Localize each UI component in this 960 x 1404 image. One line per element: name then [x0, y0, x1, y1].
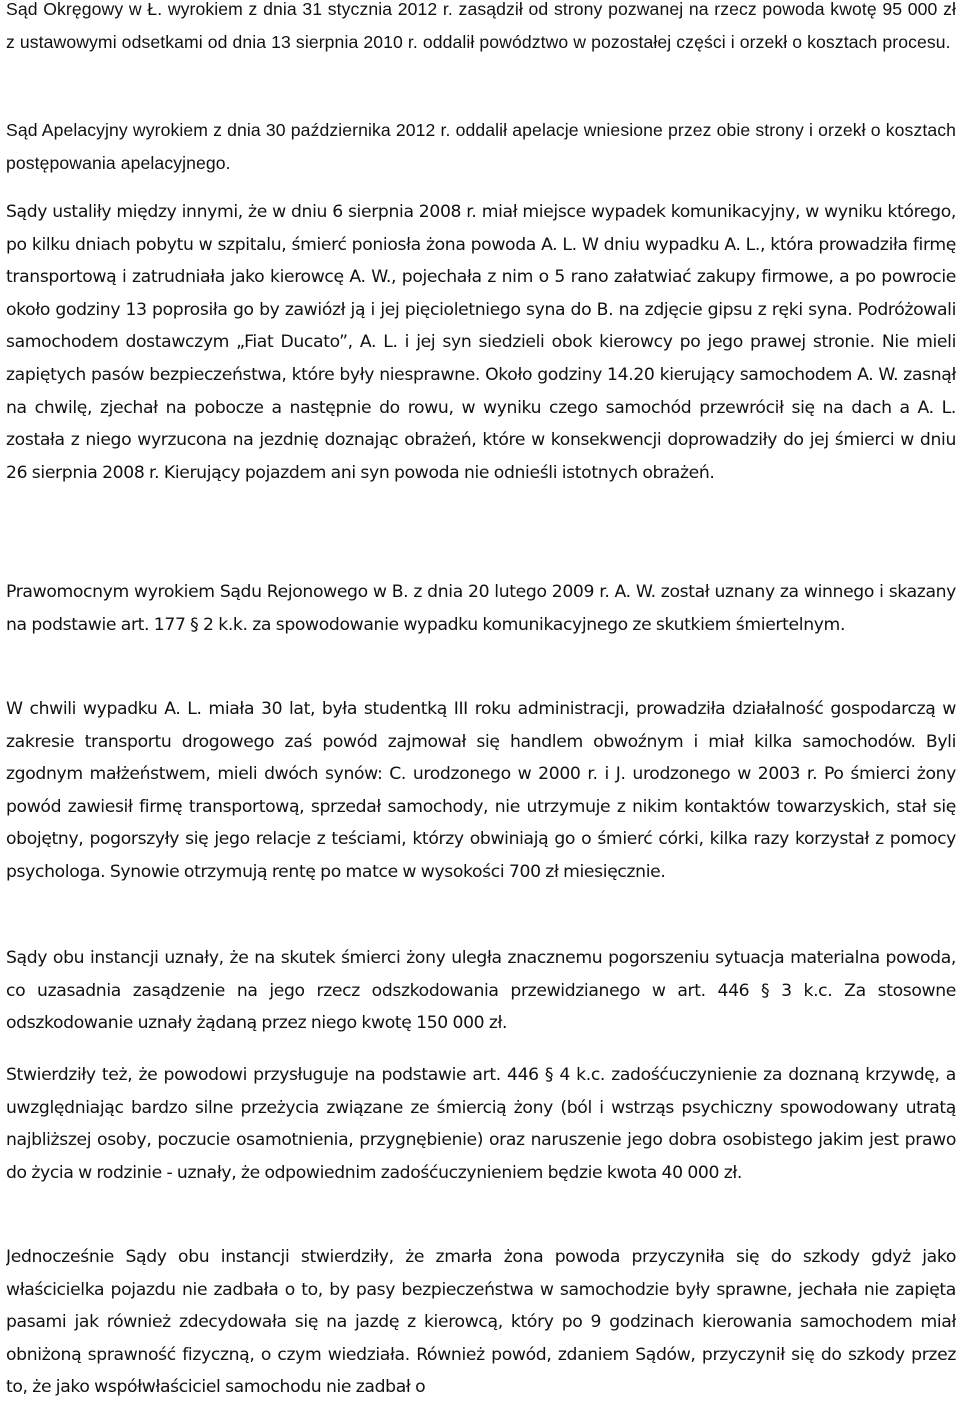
- paragraph-family-situation: W chwili wypadku A. L. miała 30 lat, była studentką III roku administracji, prowadziła działalność gospodarczą w zakresie transportu drogowego zaś powód zajmował się handlem obwoźnym i miał kilka samochodów. Byli zgodnym małżeństwem, mieli dwóch synów: C. urodzonego w 2000 r. i J. urodzonego w 2003 r. Po śmierci żony powód zawiesił firmę transportową, sprzedał samochody, nie utrzymuje z nikim kontaktów towarzyskich, stał się obojętny, pogorszyły się jego relacje z teściami, którzy obwiniają go o śmierć córki, kilka razy korzystał z pomocy psychologa. Synowie otrzymują rentę po matce w wysokości 700 zł miesięcznie.: [6, 699, 956, 882]
- paragraph-appeal-court-ruling: Sąd Apelacyjny wyrokiem z dnia 30 października 2012 r. oddalił apelacje wniesione przez obie strony i orzekł o kosztach postępowania apelacyjnego.: [6, 120, 956, 173]
- paragraph-compensation: Stwierdziły też, że powodowi przysługuje na podstawie art. 446 § 4 k.c. zadośćuczynienie za doznaną krzywdę, a uwzględniając bardzo silne przeżycia związane ze śmiercią żony (ból i wstrząs psychiczny spowodowany utratą najbliższej osoby, poczucie osamotnienia, przygnębienie) oraz naruszenie jego dobra osobistego jakim jest prawo do życia w rodzinie - uznały, że odpowiednim zadośćuczynieniem będzie kwota 40 000 zł.: [6, 1065, 956, 1183]
- paragraph-criminal-judgment: Prawomocnym wyrokiem Sądu Rejonowego w B. z dnia 20 lutego 2009 r. A. W. został uznany za winnego i skazany na podstawie art. 177 § 2 k.k. za spowodowanie wypadku komunikacyjnego ze skutkiem śmiertelnym.: [6, 582, 956, 635]
- paragraph-accident-facts: Sądy ustaliły między innymi, że w dniu 6 sierpnia 2008 r. miał miejsce wypadek komunikacyjny, w wyniku którego, po kilku dniach pobytu w szpitalu, śmierć poniosła żona powoda A. L. W dniu wypadku A. L., która prowadziła firmę transportową i zatrudniała jako kierowcę A. W., pojechała z nim o 5 rano załatwiać zakupy firmowe, a po powrocie około godziny 13 poprosiła go by zawiózł ją i jej pięcioletniego syna do B. na zdjęcie gipsu z ręki syna. Podróżowali samochodem dostawczym „Fiat Ducato”, A. L. i jej syn siedzieli obok kierowcy po jego prawej stronie. Nie mieli zapiętych pasów bezpieczeństwa, które były niesprawne. Około godziny 14.20 kierujący samochodem A. W. zasnął na chwilę, zjechał na pobocze a następnie do rowu, w wyniku czego samochód przewrócił się na dach a A. L. została z niego wyrzucona na jezdnię doznając obrażeń, które w konsekwencji doprowadziły do jej śmierci w dniu 26 sierpnia 2008 r. Kierujący pojazdem ani syn powoda nie odnieśli istotnych obrażeń.: [6, 202, 956, 483]
- paragraph-district-court-ruling: Sąd Okręgowy w Ł. wyrokiem z dnia 31 stycznia 2012 r. zasądził od strony pozwanej na rzecz powoda kwotę 95 000 zł z ustawowymi odsetkami od dnia 13 sierpnia 2010 r. oddalił powództwo w pozostałej części i orzekł o kosztach procesu.: [6, 0, 956, 52]
- paragraph-contributory-negligence: Jednocześnie Sądy obu instancji stwierdziły, że zmarła żona powoda przyczyniła się do szkody gdyż jako właścicielka pojazdu nie zadbała o to, by pasy bezpieczeństwa w samochodzie były sprawne, jechała nie zapięta pasami jak również zdecydowała się na jazdę z kierowcą, który po 9 godzinach kierowania samochodem miał obniżoną sprawność fizyczną, o czym wiedziała. Również powód, zdaniem Sądów, przyczynił się do szkody przez to, że jako współwłaściciel samochodu nie zadbał o: [6, 1247, 956, 1398]
- paragraph-damages: Sądy obu instancji uznały, że na skutek śmierci żony uległa znacznemu pogorszeniu sytuacja materialna powoda, co uzasadnia zasądzenie na jego rzecz odszkodowania przewidzianego w art. 446 § 3 k.c. Za stosowne odszkodowanie uznały żądaną przez niego kwotę 150 000 zł.: [6, 948, 956, 1034]
